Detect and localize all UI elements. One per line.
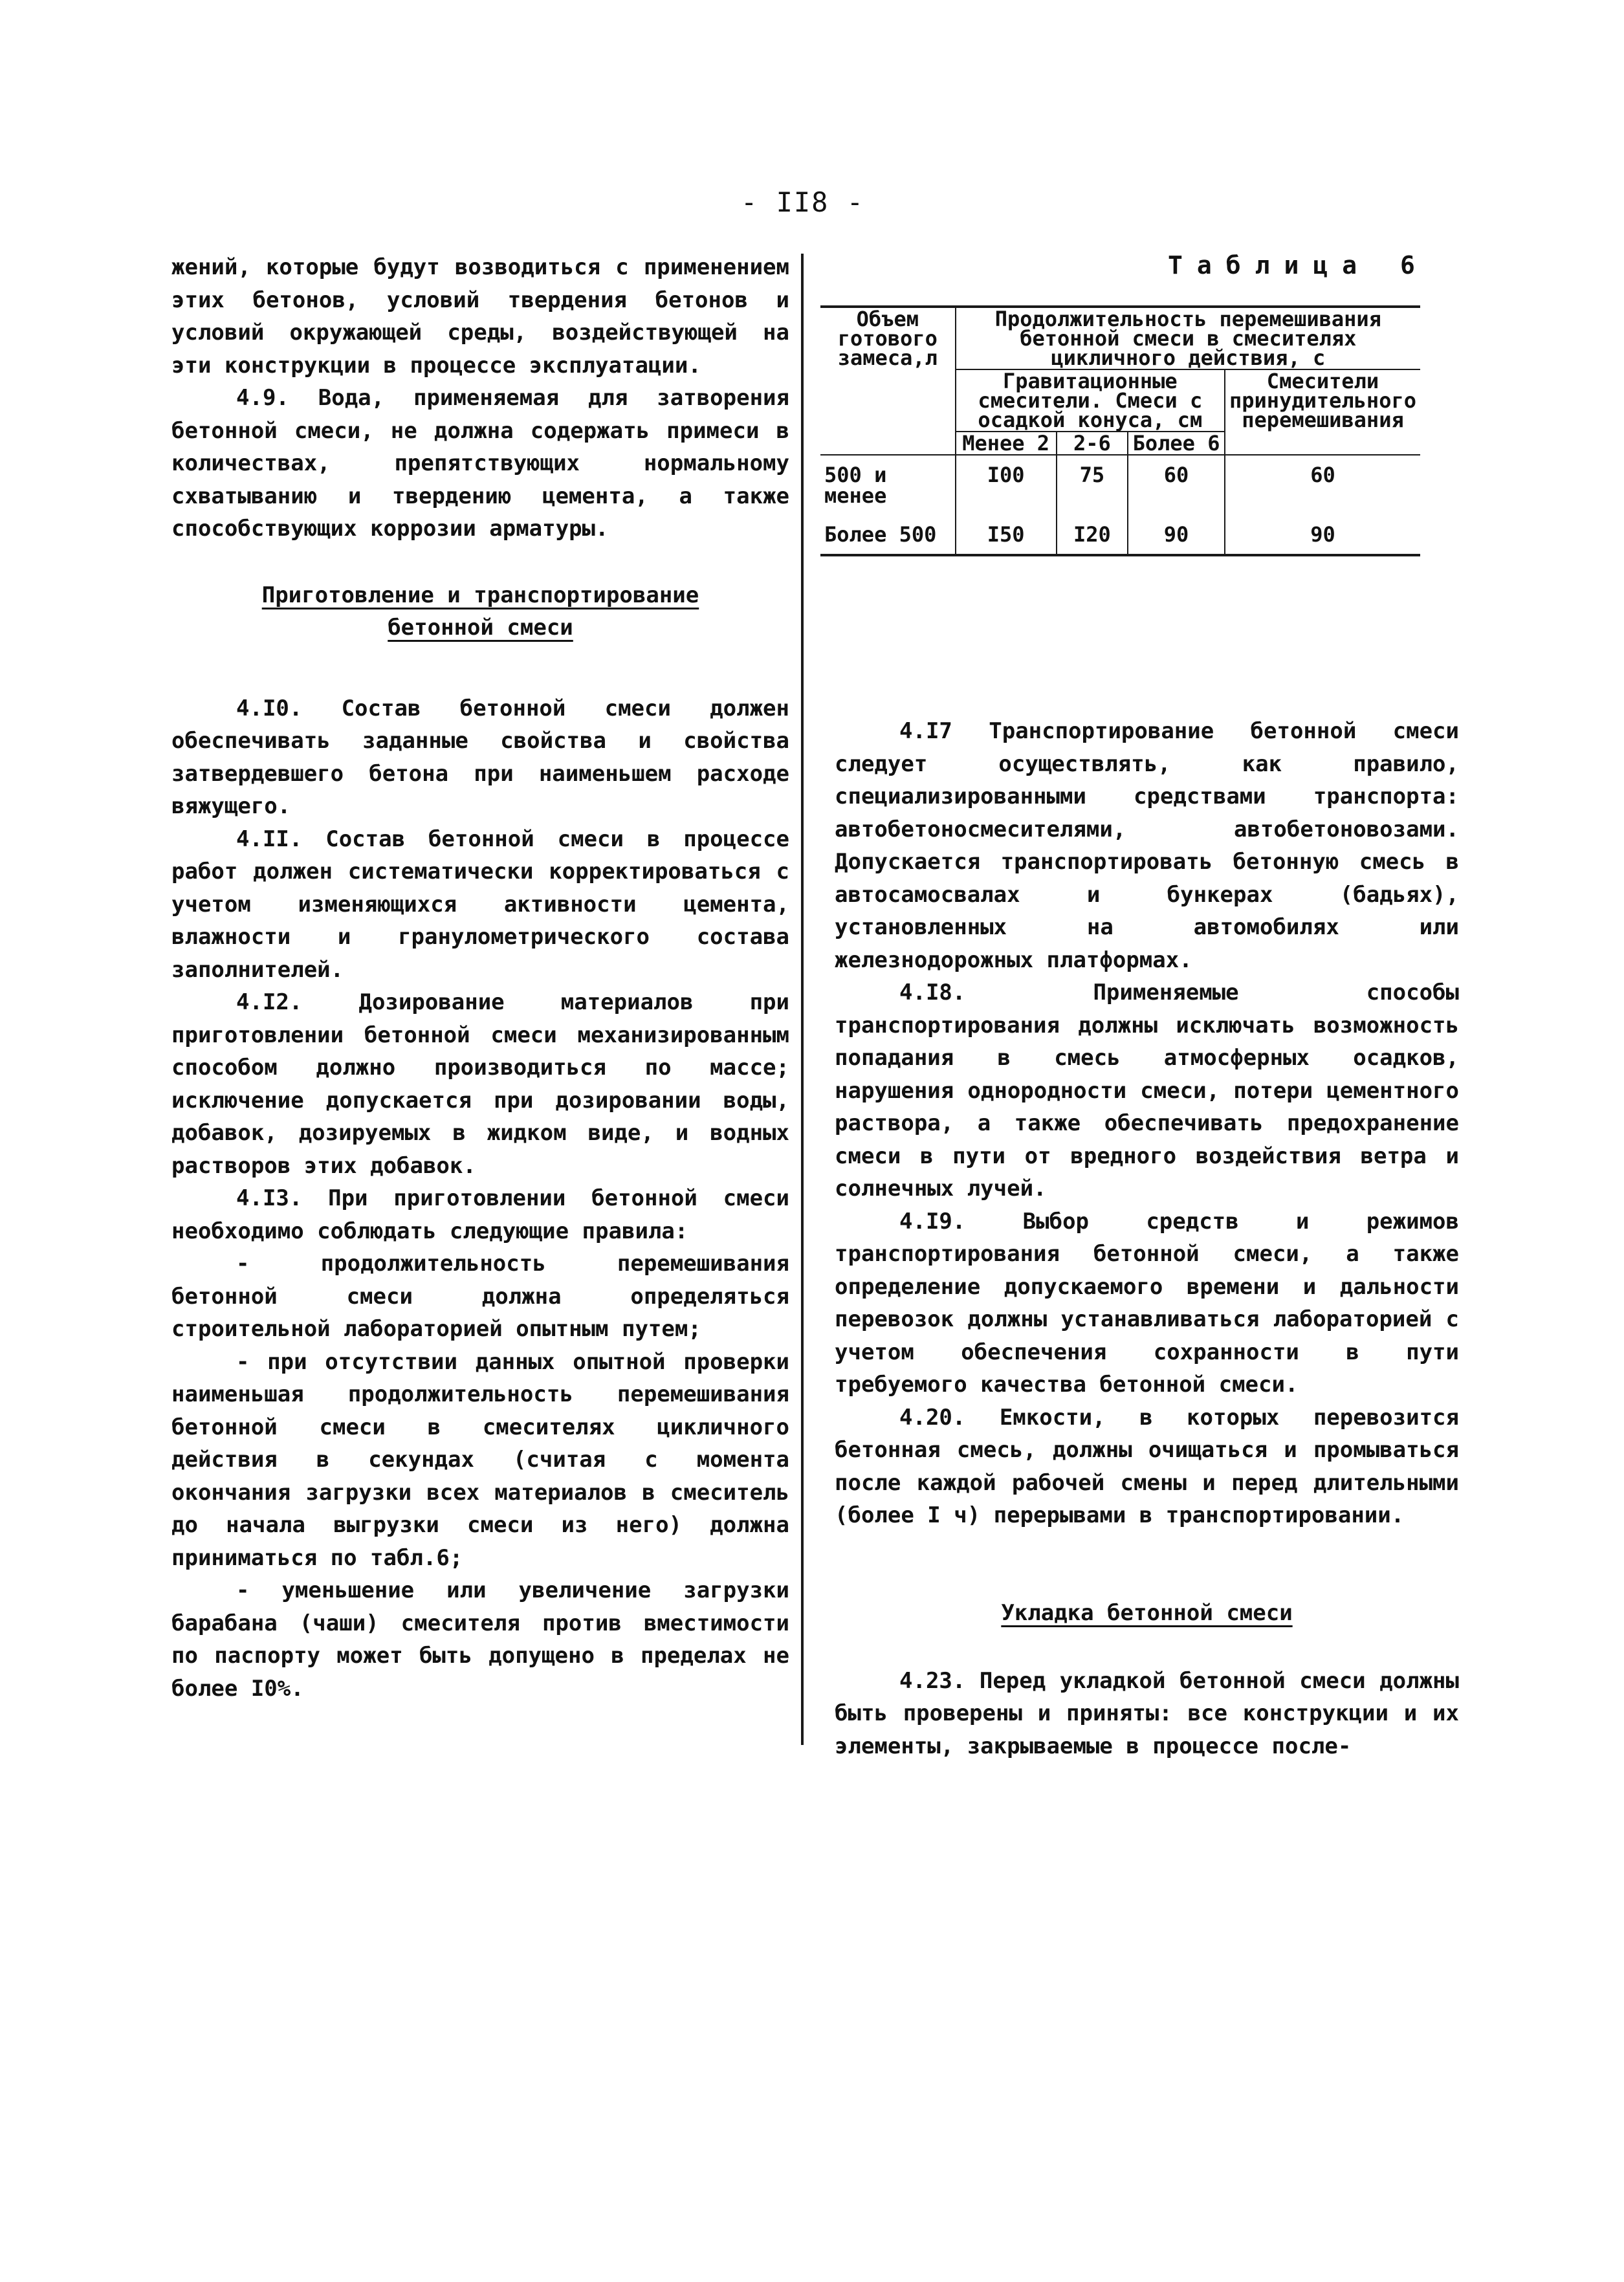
paragraph-4-18: 4.I8. Применяемые способы транспортирования должны исключать возможность попадания в смесь атмосферных осадков, нарушения однородности смеси, потери цементного раствора, а также обеспечивать предохранение смеси в пути от вредного воздействия ветра и солнечных лучей. <box>835 980 1459 1201</box>
paragraph-4-10: 4.I0. Состав бетонной смеси должен обеспечивать заданные свойства и свойства затвердевшего бетона при наименьшем расходе вяжущего. <box>171 695 789 819</box>
table-cell-volume: 500 и менее <box>820 455 956 515</box>
header-duration: Продолжительность перемешивания бетонной смеси в смесителях цикличного действия, с <box>956 307 1420 369</box>
table-cell-more-6: 90 <box>1128 515 1225 555</box>
rule-item-1: - продолжительность перемешивания бетонной смеси должна определяться строительной лабораторией опытным путем; <box>171 1251 789 1342</box>
heading-preparation-line2: бетонной смеси <box>388 614 573 641</box>
table-cell-forced: 60 <box>1225 455 1420 515</box>
paragraph-4-20: 4.20. Емкости, в которых перевозится бетонная смесь, должны очищаться и промываться после каждой рабочей смены и перед длительными (более I ч) перерывами в транспортировании. <box>835 1404 1459 1528</box>
paragraph-4-23: 4.23. Перед укладкой бетонной смеси должны быть проверены и приняты: все конструкции и их элементы, закрываемые в процессе после- <box>835 1667 1459 1759</box>
paragraph-4-17: 4.I7 Транспортирование бетонной смеси следует осуществлять, как правило, специализированными средствами транспорта: автобетоносмесителями, автобетоновозами. Допускается транспортировать бетонную смесь в автосамосвалах и бункерах (бадьях), установленных на автомобилях или железнодорожных платформах. <box>835 718 1459 973</box>
table-cell-2-6: 75 <box>1057 455 1128 515</box>
header-gravity: Гравитационные смесители. Смеси с осадкой конуса, см <box>956 369 1225 432</box>
table-6 <box>820 305 1420 556</box>
table-cell-less-2: I50 <box>956 515 1057 555</box>
rule-item-3: - уменьшение или увеличение загрузки барабана (чаши) смесителя против вместимости по паспорту может быть допущено в пределах не более I0%. <box>171 1577 789 1702</box>
table-cell-less-2: I00 <box>956 455 1057 515</box>
paragraph-4-12: 4.I2. Дозирование материалов при приготовлении бетонной смеси механизированным способом должно производиться по массе; исключение допускается при дозировании воды, добавок, дозируемых в жидком виде, и водных растворов этих добавок. <box>171 989 789 1179</box>
heading-preparation-line1: Приготовление и транспортирование <box>261 582 699 608</box>
table-label: Таблица 6 <box>1168 251 1429 280</box>
header-volume: Объем готового замеса,л <box>820 307 956 455</box>
section-heading-preparation <box>171 579 789 644</box>
right-column <box>835 715 1459 1762</box>
table-cell-forced: 90 <box>1225 515 1420 555</box>
header-2-6: 2-6 <box>1057 432 1128 455</box>
heading-laying-text: Укладка бетонной смеси <box>1001 1599 1293 1626</box>
section-heading-laying <box>835 1597 1459 1629</box>
table-cell-volume: Более 500 <box>820 515 956 555</box>
paragraph-4-13: 4.I3. При приготовлении бетонной смеси необходимо соблюдать следующие правила: <box>171 1185 789 1244</box>
page-number: - II8 - <box>741 186 865 218</box>
rule-item-2: - при отсутствии данных опытной проверки наименьшая продолжительность перемешивания бетонной смеси в смесителях цикличного действия в секундах (считая с момента окончания загрузки всех материалов в смеситель до начала выгрузки смеси из него) должна приниматься по табл.6; <box>171 1348 789 1571</box>
left-column <box>171 251 789 1705</box>
header-less-2: Менее 2 <box>956 432 1057 455</box>
table-cell-more-6: 60 <box>1128 455 1225 515</box>
column-divider <box>801 254 804 1745</box>
paragraph-continuation: жений, которые будут возводиться с применением этих бетонов, условий твердения бетонов и условий окружающей среды, воздействующей на эти конструкции в процессе эксплуатации. <box>171 254 789 379</box>
header-more-6: Более 6 <box>1128 432 1225 455</box>
table-cell-2-6: I20 <box>1057 515 1128 555</box>
paragraph-4-19: 4.I9. Выбор средств и режимов транспортирования бетонной смеси, а также определение допускаемого времени и дальности перевозок должны устанавливаться лабораторией с учетом обеспечения сохранности в пути требуемого качества бетонной смеси. <box>835 1208 1459 1398</box>
paragraph-4-11: 4.II. Состав бетонной смеси в процессе работ должен систематически корректироваться с учетом изменяющихся активности цемента, влажности и гранулометрического состава заполнителей. <box>171 826 789 983</box>
paragraph-4-9: 4.9. Вода, применяемая для затворения бетонной смеси, не должна содержать примеси в количествах, препятствующих нормальному схватыванию и твердению цемента, а также способствующих коррозии арматуры. <box>171 385 789 542</box>
header-forced: Смесители принудительного перемешивания <box>1225 369 1420 455</box>
